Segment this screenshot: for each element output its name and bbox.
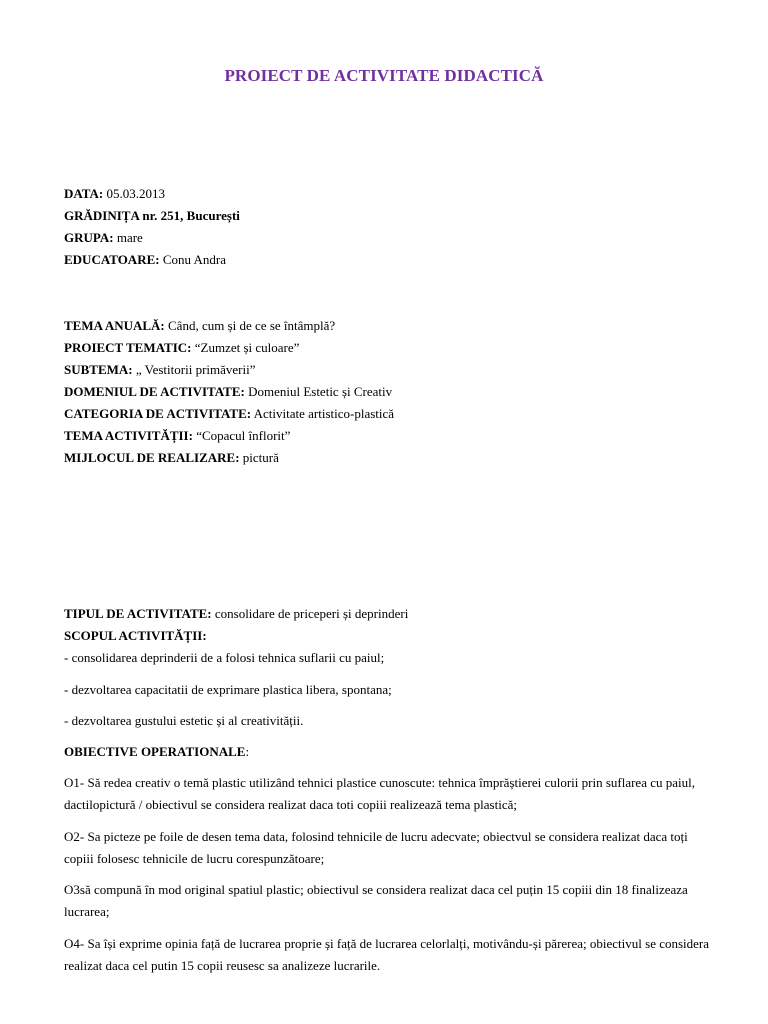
annual-theme-label: TEMA ANUALĂ: — [64, 318, 165, 333]
activity-type-label: TIPUL DE ACTIVITATE: — [64, 606, 212, 621]
objectives-label: OBIECTIVE OPERATIONALE — [64, 744, 246, 759]
purpose-item: - dezvoltarea gustului estetic și al creativității. — [64, 713, 304, 728]
group-line — [64, 230, 143, 246]
kindergarten-line: GRĂDINIȚA nr. 251, București — [64, 208, 240, 223]
domain-line — [64, 384, 392, 400]
date-line — [64, 186, 165, 202]
domain-value: Domeniul Estetic și Creativ — [244, 384, 393, 399]
category-value: Activitate artistico-plastică — [251, 406, 395, 421]
teacher-value: Conu Andra — [159, 252, 227, 267]
purpose-item: - consolidarea deprinderii de a folosi tehnica suflarii cu paiul; — [64, 650, 385, 665]
annual-theme-value: Când, cum și de ce se întâmplă? — [164, 318, 336, 333]
activity-theme-label: TEMA ACTIVITĂȚII: — [64, 428, 193, 443]
objective-o1: O1- Să redea creativ o temă plastic utilizând tehnici plastice cunoscute: tehnica împrăștierei culorii prin suflarea cu paiul, dactilopictură / obiectivul se considera realizat daca toti copiii realizează tema plastică; — [64, 775, 695, 812]
objective-o4: O4- Sa își exprime opinia față de lucrarea proprie și față de lucrarea celorlalți, motivându-și părerea; obiectivul se considera realizat daca cel putin 15 copii reusesc sa analizeze lucrarile. — [64, 936, 710, 973]
page-title: PROIECT DE ACTIVITATE DIDACTICĂ — [224, 66, 544, 85]
objectives-heading — [64, 744, 249, 760]
teacher-line — [64, 252, 226, 268]
date-value: 05.03.2013 — [103, 186, 165, 201]
purpose-item: - dezvoltarea capacitatii de exprimare plastica libera, spontana; — [64, 682, 392, 697]
activity-purpose-label: SCOPUL ACTIVITĂȚII: — [64, 628, 207, 643]
activity-theme-value: “Copacul înflorit” — [192, 428, 291, 443]
activity-type-line — [64, 606, 408, 622]
means-value: pictură — [239, 450, 279, 465]
means-line — [64, 450, 279, 466]
annual-theme-line — [64, 318, 335, 334]
domain-label: DOMENIUL DE ACTIVITATE: — [64, 384, 245, 399]
category-label: CATEGORIA DE ACTIVITATE: — [64, 406, 252, 421]
subtheme-value: „ Vestitorii primăverii” — [132, 362, 256, 377]
date-label: DATA: — [64, 186, 104, 201]
thematic-project-line — [64, 340, 299, 356]
thematic-project-label: PROIECT TEMATIC: — [64, 340, 192, 355]
objectives-label-suffix: : — [245, 744, 250, 759]
subtheme-label: SUBTEMA: — [64, 362, 133, 377]
thematic-project-value: “Zumzet și culoare” — [191, 340, 300, 355]
objective-o2: O2- Sa picteze pe foile de desen tema data, folosind tehnicile de lucru adecvate; obiectvul se considera realizat daca toți copiii folosesc tehnicile de lucru corespunzătoare; — [64, 829, 688, 866]
group-value: mare — [113, 230, 143, 245]
activity-theme-line — [64, 428, 290, 444]
means-label: MIJLOCUL DE REALIZARE: — [64, 450, 240, 465]
teacher-label: EDUCATOARE: — [64, 252, 160, 267]
category-line — [64, 406, 394, 422]
subtheme-line — [64, 362, 256, 378]
group-label: GRUPA: — [64, 230, 114, 245]
objective-o3: O3să compună în mod original spatiul plastic; obiectivul se considera realizat daca cel puțin 15 copiii din 18 finalizeaza lucrarea; — [64, 882, 688, 919]
activity-type-value: consolidare de priceperi și deprinderi — [211, 606, 409, 621]
